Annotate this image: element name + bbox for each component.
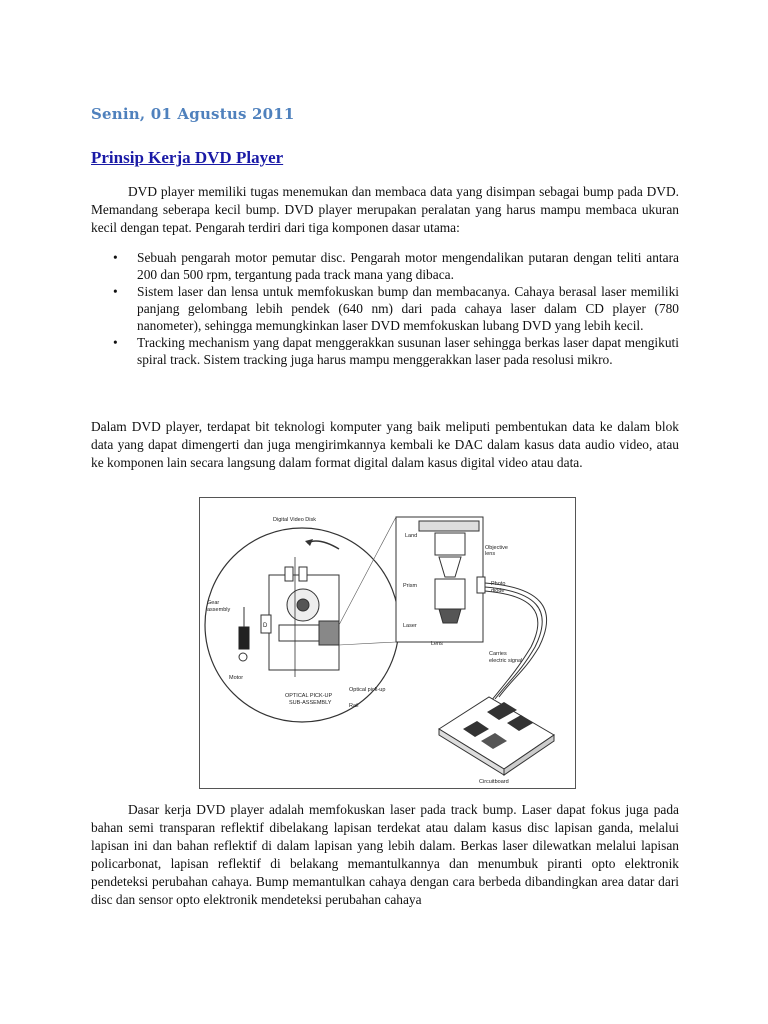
bullet-icon: • bbox=[113, 250, 118, 265]
land-label: Land bbox=[405, 533, 418, 539]
list-item: • Tracking mechanism yang dapat menggerakkan susunan laser sehingga berkas laser dapat mengikuti spiral track. Sistem tracking juga harus mampu menggerakkan laser pada resolusi mikro. bbox=[113, 335, 679, 367]
disc-label: Digital Video Disk bbox=[273, 517, 317, 523]
motor-shape bbox=[239, 627, 249, 649]
dvd-player-diagram bbox=[199, 497, 576, 789]
svg-text:assembly: assembly bbox=[207, 607, 231, 613]
svg-text:diode: diode bbox=[491, 588, 505, 594]
optical-pickup-label: Optical pick-up bbox=[349, 687, 386, 693]
component-list bbox=[91, 249, 679, 368]
list-item: • Sebuah pengarah motor pemutar disc. Pengarah motor mengendalikan putaran dengan teliti antara 200 dan 500 rpm, tergantung pada track mana yang dibaca. bbox=[113, 250, 679, 282]
bullet-icon: • bbox=[113, 335, 118, 350]
post-date: Senin, 01 Agustus 2011 bbox=[91, 105, 295, 123]
intro-paragraph: DVD player memiliki tugas menemukan dan membaca data yang disimpan sebagai bump pada DVD. Memandang seberapa kecil bump. DVD player merupakan peralatan yang harus mampu membaca ukuran kecil dengan tepat. Pengarah terdiri dari tiga komponen dasar utama: bbox=[91, 184, 679, 235]
prism-label: Prism bbox=[403, 583, 418, 589]
list-item: • Sistem laser dan lensa untuk memfokuskan bump dan membacanya. Cahaya berasal laser memiliki panjang gelombang lebih pendek (640 nm) dari pada cahaya laser dalam CD player (780 nanometer), sehingga memungkinkan laser DVD memfokuskan lubang DVD yang lebih kecil. bbox=[113, 284, 679, 333]
objective-label: Objective bbox=[485, 545, 508, 551]
second-paragraph: Dalam DVD player, terdapat bit teknologi komputer yang baik meliputi pembentukan data ke dalam blok data yang dapat dimengerti dan juga mengirimkannya kembali ke DAC dalam kasus data audio video, atau ke komponen lain secara langsung dalam format digital dalam kasus digital video atau data. bbox=[91, 419, 679, 470]
third-paragraph: Dasar kerja DVD player adalah memfokuskan laser pada track bump. Laser dapat fokus juga pada bahan semi transparan reflektif dibelakang lapisan terdekat atau dalam kasus disc lapisan ganda, melalui lapisan ini dan bahan reflektif di dalam lapisan yang lebih dalam. Berkas laser dilewatkan melalui lapisan policarbonat, lapisan reflektif di belakang memantulkannya dan menumbuk piranti opto elektronik pendeteksi perubahan cahaya. Bump memantulkan cahaya dengan cara berbeda dibandingkan area datar dari disc dan sensor opto elektronik mendeteksi perubahan cahaya bbox=[91, 802, 679, 907]
carries-label: Carries bbox=[489, 651, 507, 657]
laser-label: Laser bbox=[403, 623, 417, 629]
lens-label: Lens bbox=[431, 641, 443, 647]
svg-text:electric signal: electric signal bbox=[489, 658, 523, 664]
motor-label: Motor bbox=[229, 675, 244, 681]
bullet-icon: • bbox=[113, 284, 118, 299]
svg-text:SUB-ASSEMBLY: SUB-ASSEMBLY bbox=[289, 700, 332, 706]
gear-label: Gear bbox=[207, 600, 220, 606]
svg-text:D: D bbox=[263, 623, 268, 629]
photodiode-label: Photo bbox=[491, 581, 506, 587]
post-title[interactable]: Prinsip Kerja DVD Player bbox=[91, 148, 284, 167]
sub-assembly-label: OPTICAL PICK-UP bbox=[285, 693, 333, 699]
circuitboard-label: Circuitboard bbox=[479, 779, 509, 785]
svg-text:lens: lens bbox=[485, 551, 496, 557]
rail-label: Rail bbox=[349, 703, 359, 709]
